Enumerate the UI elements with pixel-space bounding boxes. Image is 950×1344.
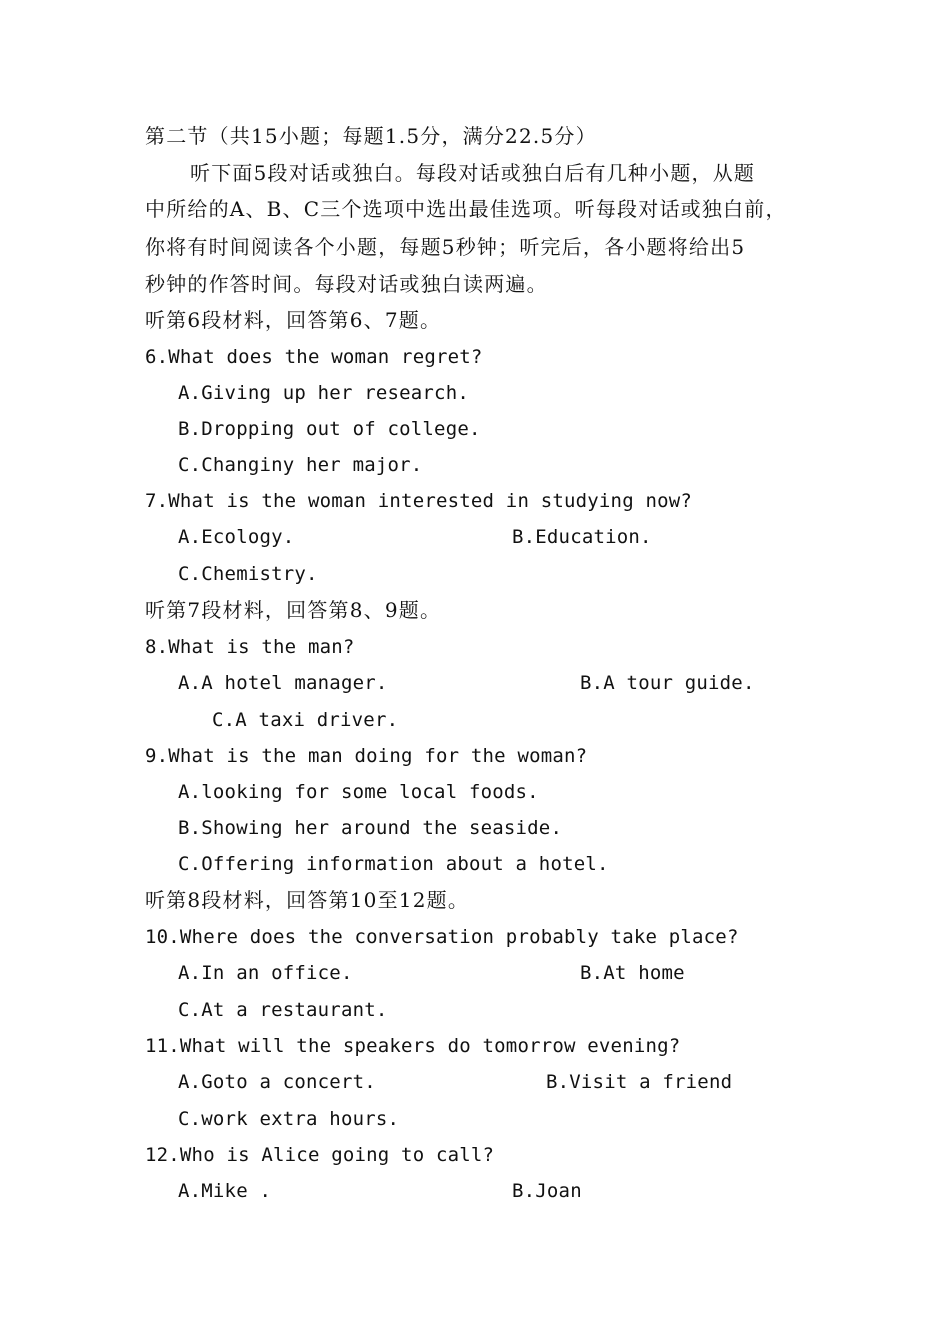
question-9-option-a: A.looking for some local foods. bbox=[178, 781, 539, 803]
group-label-8: 听第8段材料，回答第10至12题。 bbox=[145, 888, 470, 912]
question-8-option-c: C.A taxi driver. bbox=[212, 709, 399, 731]
group-label-7: 听第7段材料，回答第8、9题。 bbox=[145, 598, 442, 622]
question-9-stem: 9.What is the man doing for the woman? bbox=[145, 745, 588, 767]
question-11-option-a: A.Goto a concert. bbox=[178, 1071, 376, 1093]
question-6-option-c: C.Changiny her major. bbox=[178, 454, 423, 476]
question-11-option-c: C.work extra hours. bbox=[178, 1108, 400, 1130]
question-12-stem: 12.Who is Alice going to call? bbox=[145, 1144, 495, 1166]
group-label-6: 听第6段材料，回答第6、7题。 bbox=[145, 308, 442, 332]
question-10-stem: 10.Where does the conversation probably take place? bbox=[145, 926, 739, 948]
question-8-option-b: B.A tour guide. bbox=[580, 672, 755, 694]
instruction-line-3: 你将有时间阅读各个小题，每题5秒钟；听完后，各小题将给出5 bbox=[145, 235, 746, 259]
question-11-option-b: B.Visit a friend bbox=[546, 1071, 733, 1093]
question-10-option-a: A.In an office. bbox=[178, 962, 353, 984]
question-10-option-c: C.At a restaurant. bbox=[178, 999, 388, 1021]
question-7-stem: 7.What is the woman interested in studying now? bbox=[145, 490, 693, 512]
question-8-stem: 8.What is the man? bbox=[145, 636, 355, 658]
question-7-option-b: B.Education. bbox=[512, 526, 652, 548]
question-8-option-a: A.A hotel manager. bbox=[178, 672, 388, 694]
instruction-line-4: 秒钟的作答时间。每段对话或独白读两遍。 bbox=[145, 272, 548, 296]
question-12-option-a: A.Mike . bbox=[178, 1180, 272, 1202]
question-6-option-a: A.Giving up her research. bbox=[178, 382, 469, 404]
question-6-option-b: B.Dropping out of college. bbox=[178, 418, 481, 440]
section-heading: 第二节（共15小题；每题1.5分，满分22.5分） bbox=[145, 124, 597, 148]
instruction-line-2: 中所给的A、B、C三个选项中选出最佳选项。听每段对话或独白前， bbox=[145, 197, 787, 221]
question-12-option-b: B.Joan bbox=[512, 1180, 582, 1202]
question-7-option-c: C.Chemistry. bbox=[178, 563, 318, 585]
instruction-line-1: 听下面5段对话或独白。每段对话或独白后有几种小题，从题 bbox=[190, 161, 756, 185]
question-9-option-b: B.Showing her around the seaside. bbox=[178, 817, 563, 839]
question-9-option-c: C.Offering information about a hotel. bbox=[178, 853, 609, 875]
question-7-option-a: A.Ecology. bbox=[178, 526, 295, 548]
question-10-option-b: B.At home bbox=[580, 962, 685, 984]
question-11-stem: 11.What will the speakers do tomorrow evening? bbox=[145, 1035, 681, 1057]
question-6-stem: 6.What does the woman regret? bbox=[145, 346, 483, 368]
